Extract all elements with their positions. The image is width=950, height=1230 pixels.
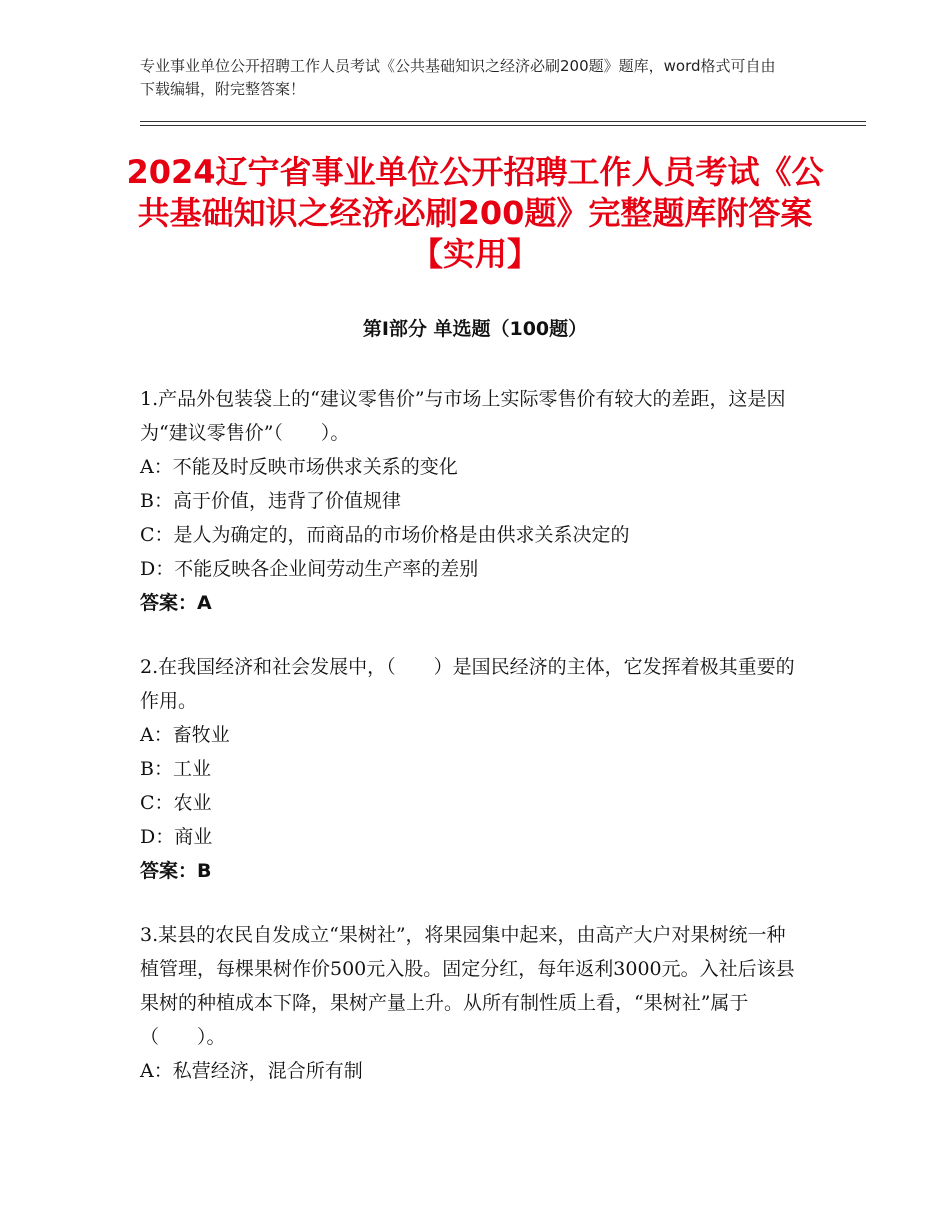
question-option: D：商业 [140,826,213,848]
question-option: D：不能反映各企业间劳动生产率的差别 [140,558,479,580]
header-divider [140,121,866,122]
question-option: A：畜牧业 [140,724,230,746]
header-divider-secondary [140,125,866,126]
question-option: B：高于价值，违背了价值规律 [140,490,401,512]
question-stem: 3.某县的农民自发成立“果树社”，将果园集中起来，由高产大户对果树统一种植管理，每棵果树作价500元入股。固定分红，每年返利3000元。入社后该县果树的种植成本下降，果树产量上升。从所有制性质上看，“果树社”属于（ ）。 [140,924,795,1048]
section-heading: 第Ⅰ部分 单选题（100题） [362,318,588,340]
question-option: A：私营经济，混合所有制 [140,1060,363,1082]
question-item [140,918,800,1088]
document-title: 2024辽宁省事业单位公开招聘工作人员考试《公共基础知识之经济必刷200题》完整题库附答案【实用】 [126,153,824,273]
question-list [140,382,800,1118]
question-option: B：工业 [140,758,211,780]
question-option: C：是人为确定的，而商品的市场价格是由供求关系决定的 [140,524,630,546]
question-answer: 答案：A [140,592,212,614]
question-option: A：不能及时反映市场供求关系的变化 [140,456,458,478]
question-answer: 答案：B [140,860,212,882]
header-note: 专业事业单位公开招聘工作人员考试《公共基础知识之经济必刷200题》题库，word格式可自由下载编辑，附完整答案！ [140,57,776,98]
question-stem: 2.在我国经济和社会发展中，（ ）是国民经济的主体，它发挥着极其重要的作用。 [140,656,795,712]
question-option: C：农业 [140,792,212,814]
question-item [140,382,800,620]
question-item [140,650,800,888]
question-stem: 1.产品外包装袋上的“建议零售价”与市场上实际零售价有较大的差距，这是因为“建议零售价”（ ）。 [140,388,786,444]
